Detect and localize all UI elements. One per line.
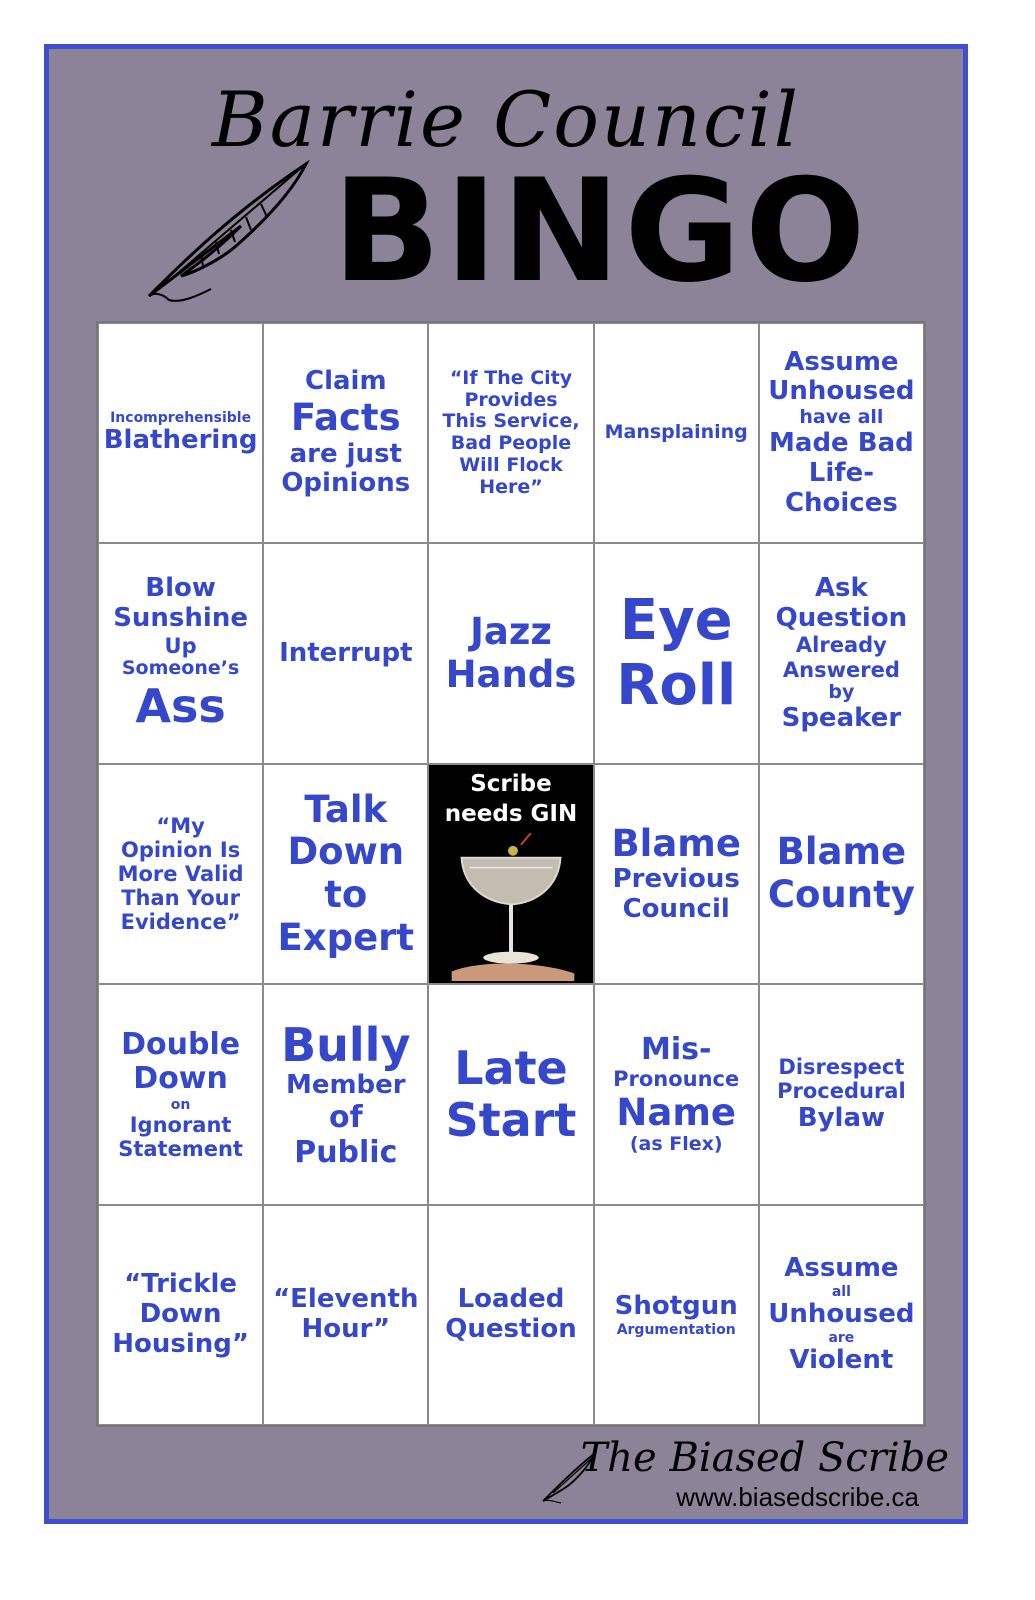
cell-line: Already <box>795 633 887 658</box>
bingo-cell <box>428 323 593 543</box>
bingo-cell <box>759 323 924 543</box>
cell-line: Mansplaining <box>604 421 748 444</box>
cell-line: Housing” <box>112 1328 249 1359</box>
cell-line: to <box>324 872 368 916</box>
cell-line: Provides <box>464 388 558 411</box>
bingo-cell <box>98 984 263 1204</box>
bingo-grid <box>96 321 926 1427</box>
cell-line: Ass <box>135 679 226 734</box>
bingo-cell <box>263 984 428 1204</box>
cell-line: This Service, <box>442 410 580 433</box>
cell-line: Pronounce <box>613 1067 740 1092</box>
bingo-cell <box>428 1205 593 1425</box>
cell-line: Scribe <box>470 770 552 797</box>
cell-line: Unhoused <box>768 376 915 407</box>
cell-line: have all <box>799 406 884 429</box>
cell-line: (as Flex) <box>629 1133 723 1156</box>
cell-line: Blow <box>145 573 216 604</box>
cell-line: Question <box>775 602 908 633</box>
bingo-cell <box>759 1205 924 1425</box>
cell-line: Evidence” <box>120 910 241 935</box>
cell-line: “My <box>156 813 205 838</box>
cell-line: Name <box>616 1090 736 1134</box>
cell-line: Opinion Is <box>120 837 241 862</box>
bingo-cell <box>759 984 924 1204</box>
cell-line: are just <box>289 438 402 469</box>
cell-line: needs GIN <box>444 800 578 827</box>
bingo-cell <box>594 543 759 763</box>
cell-line: Choices <box>784 487 898 518</box>
cell-line: Blame <box>776 830 907 874</box>
cell-line: “Trickle <box>124 1268 238 1299</box>
cell-line: Start <box>445 1093 577 1148</box>
cell-line: Answered <box>782 657 900 682</box>
cell-line: County <box>767 872 915 916</box>
cell-line: Someone’s <box>121 657 240 680</box>
cell-line: Assume <box>784 346 899 377</box>
bingo-cell <box>759 764 924 984</box>
bingo-cell <box>263 323 428 543</box>
cell-line: Here” <box>479 475 543 498</box>
cell-line: Claim <box>305 366 387 397</box>
cell-line: Argumentation <box>616 1321 736 1338</box>
cell-line: Up <box>164 634 197 659</box>
bingo-cell <box>594 323 759 543</box>
cell-line: all <box>831 1283 851 1300</box>
bingo-cell <box>759 543 924 763</box>
cell-line: Hour” <box>301 1313 391 1344</box>
cell-line: Disrespect <box>778 1055 905 1080</box>
bingo-cell <box>98 323 263 543</box>
cell-line: Blathering <box>103 425 258 456</box>
cell-line: Bad People <box>450 432 572 455</box>
cell-line: Late <box>454 1040 568 1095</box>
cell-line: are <box>828 1329 855 1346</box>
martini-glass-icon <box>441 833 581 981</box>
cell-line: of <box>328 1100 363 1136</box>
cell-line: Statement <box>118 1136 243 1161</box>
cell-line: Down <box>287 830 405 874</box>
cell-line: Facts <box>290 395 401 439</box>
cell-line: Bylaw <box>797 1102 886 1133</box>
title-bingo: BINGO <box>332 149 870 314</box>
bingo-cell <box>428 543 593 763</box>
cell-line: on <box>170 1096 191 1113</box>
free-space-cell <box>428 764 593 984</box>
cell-line: Hands <box>445 652 577 696</box>
cell-line: Down <box>133 1061 228 1097</box>
bingo-cell <box>594 984 759 1204</box>
footer-brand: The Biased Scribe <box>580 1435 949 1481</box>
cell-line: “If The City <box>449 366 573 389</box>
cell-line: Down <box>139 1298 222 1329</box>
cell-line: Roll <box>616 652 737 718</box>
cell-line: Member <box>285 1070 406 1101</box>
cell-line: Blame <box>611 821 741 865</box>
cell-line: Public <box>294 1134 398 1170</box>
cell-line: by <box>828 680 855 703</box>
bingo-cell <box>594 1205 759 1425</box>
cell-line: Council <box>622 894 730 925</box>
cell-line: Unhoused <box>768 1298 915 1329</box>
cell-line: Ask <box>814 572 868 603</box>
bingo-cell <box>263 1205 428 1425</box>
cell-line: Procedural <box>777 1079 906 1104</box>
cell-line: Talk <box>304 787 388 831</box>
bingo-cell <box>98 543 263 763</box>
cell-line: Bully <box>281 1017 411 1072</box>
cell-line: “Eleventh <box>273 1283 419 1314</box>
title-script: Barrie Council <box>211 75 801 164</box>
bingo-cell <box>98 1205 263 1425</box>
bingo-card <box>44 44 968 1524</box>
bingo-cell <box>428 984 593 1204</box>
cell-line: Speaker <box>781 702 902 733</box>
cell-line: Previous <box>612 864 740 895</box>
cell-line: Sunshine <box>113 603 248 634</box>
bingo-cell <box>263 764 428 984</box>
cell-line: Opinions <box>281 468 411 499</box>
cell-line: Mis- <box>640 1031 712 1067</box>
cell-line: More Valid <box>117 861 244 886</box>
cell-line: Than Your <box>121 886 240 911</box>
cell-line: Question <box>445 1313 577 1344</box>
bingo-cell <box>98 764 263 984</box>
cell-line: Violent <box>789 1344 894 1375</box>
cell-line: Expert <box>277 915 415 959</box>
bingo-cell <box>594 764 759 984</box>
bingo-cell <box>263 543 428 763</box>
cell-line: Will Flock <box>459 454 563 477</box>
cell-line: Ignorant <box>129 1112 232 1137</box>
cell-line: Eye <box>619 588 733 654</box>
cell-line: Made Bad <box>769 428 914 459</box>
cell-line: Assume <box>784 1252 899 1283</box>
cell-line: Double <box>121 1026 241 1062</box>
footer-url[interactable]: www.biasedscribe.ca <box>676 1482 919 1512</box>
cell-line: Interrupt <box>279 637 413 668</box>
cell-line: Shotgun <box>614 1290 738 1321</box>
cell-line: Incomprehensible <box>110 410 252 427</box>
cell-line: Loaded <box>457 1283 565 1314</box>
cell-line: Life- <box>808 458 874 489</box>
cell-line: Jazz <box>470 610 552 654</box>
